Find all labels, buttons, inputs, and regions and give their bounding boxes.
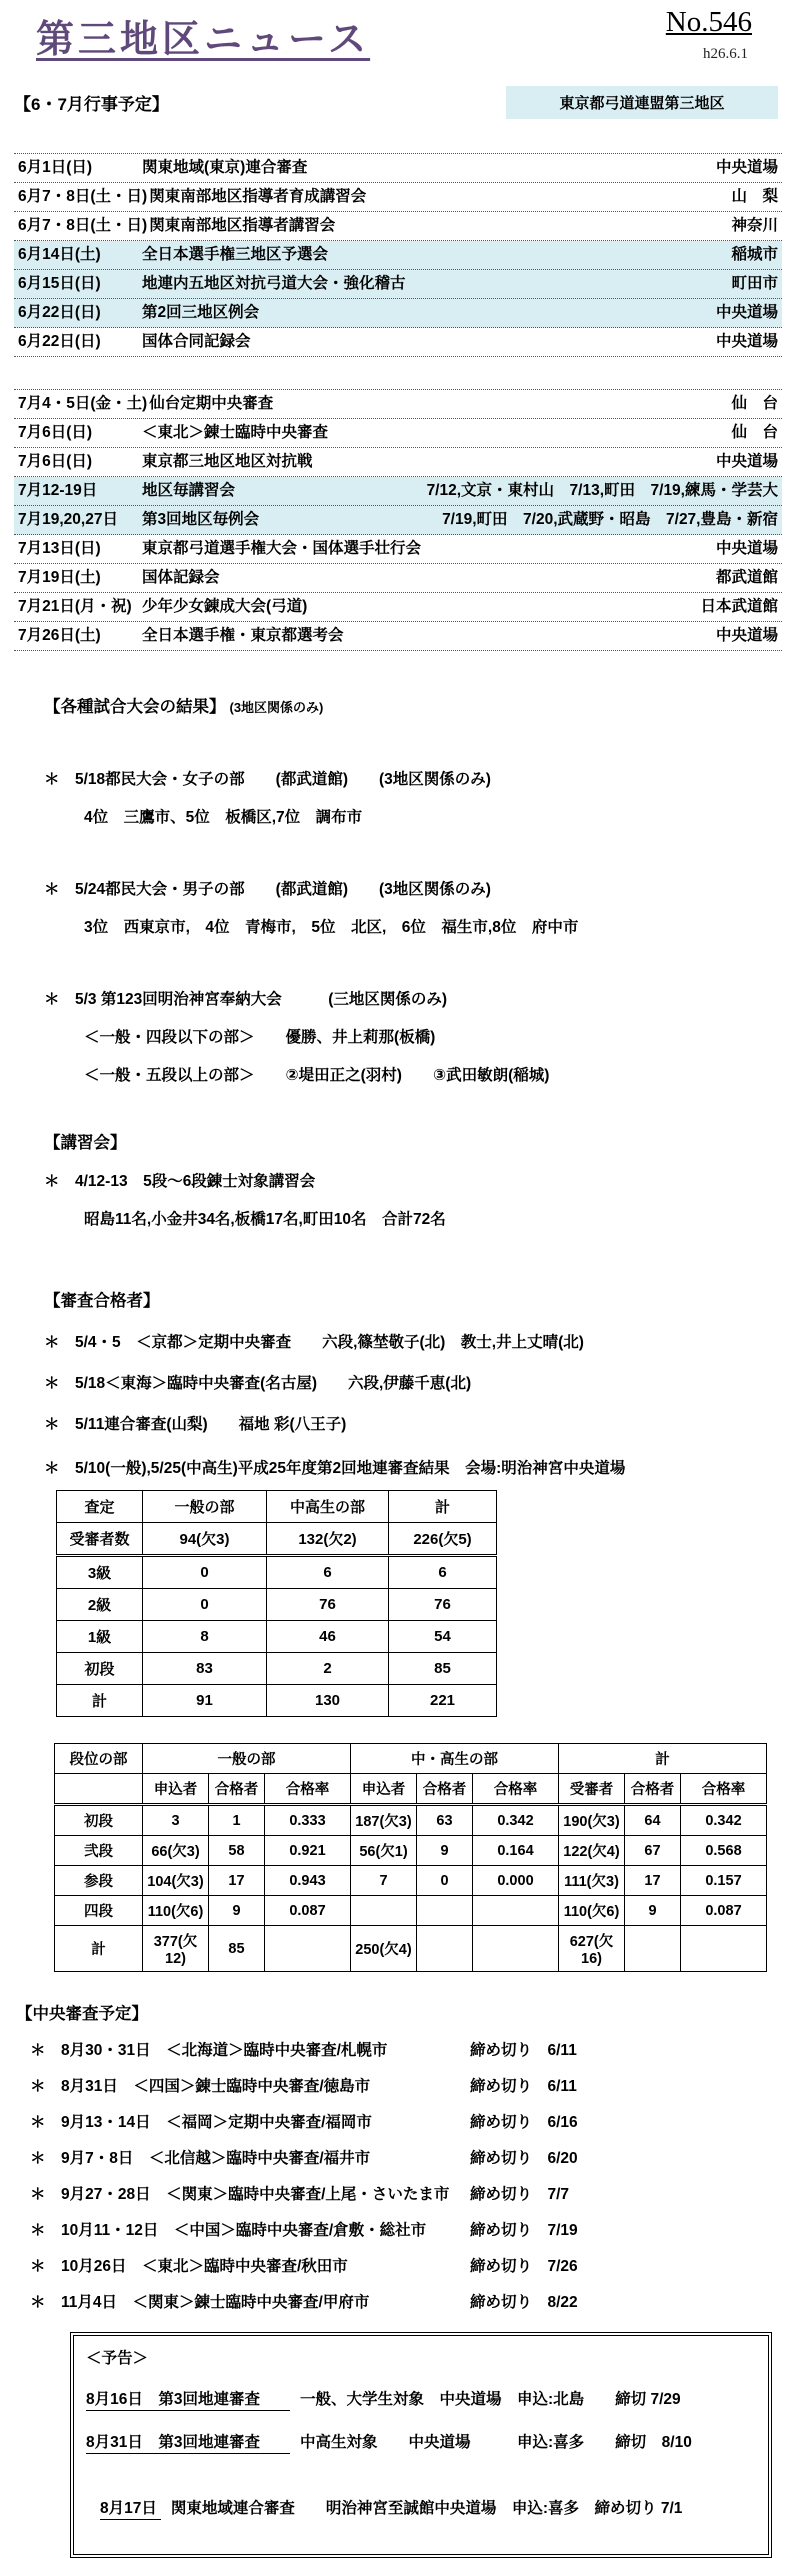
schedule-date: 6月22日(日) bbox=[18, 333, 101, 350]
schedule-row-highlighted bbox=[14, 506, 782, 535]
table-cell: 221 bbox=[389, 1685, 497, 1717]
notice-details: 関東地域連合審査 明治神宮至誠館中央道場 申込:喜多 締め切り 7/1 bbox=[170, 2500, 683, 2517]
table-cell: 110(欠6) bbox=[143, 1896, 209, 1926]
table-cell bbox=[265, 1926, 351, 1972]
june-schedule-list bbox=[14, 153, 782, 357]
table-cell: 0.333 bbox=[265, 1805, 351, 1836]
table-header-cell: 計 bbox=[559, 1744, 767, 1774]
july-schedule-list bbox=[14, 389, 782, 651]
schedule-date: 7月19日(土) bbox=[18, 569, 101, 586]
table-header-cell: 一般の部 bbox=[143, 1491, 267, 1523]
central-exam-event: ＊ 9月7・8日 ＜北信越＞臨時中央審査/福井市 bbox=[30, 2150, 371, 2167]
table-header-cell: 合格率 bbox=[265, 1774, 351, 1805]
central-exam-deadline: 締め切り 6/20 bbox=[470, 2150, 578, 2167]
table-cell: 83 bbox=[143, 1653, 267, 1685]
schedule-event: 仙台定期中央審査 bbox=[149, 395, 274, 412]
schedule-event: 全日本選手権三地区予選会 bbox=[142, 246, 329, 263]
organization-name-band: 東京都弓道連盟第三地区 bbox=[506, 86, 778, 119]
table-cell: 初段 bbox=[57, 1653, 143, 1685]
table-cell: 627(欠16) bbox=[559, 1926, 625, 1972]
schedule-location: 仙 台 bbox=[731, 395, 778, 412]
schedule-date: 7月21日(月・祝) bbox=[18, 598, 132, 615]
page-title: 第三地区ニュース bbox=[36, 19, 371, 61]
seminar-detail: 昭島11名,小金井34名,板橋17名,町田10名 合計72名 bbox=[84, 1211, 446, 1228]
schedule-location: 都武道館 bbox=[715, 569, 778, 586]
passer-item: ＊ 5/11連合審査(山梨) 福地 彩(八王子) bbox=[44, 1416, 347, 1433]
grade-result-table bbox=[56, 1490, 497, 1717]
dan-result-table bbox=[54, 1743, 767, 1972]
table-header-cell: 合格者 bbox=[417, 1774, 473, 1805]
schedule-row bbox=[14, 564, 782, 593]
table-cell: 9 bbox=[209, 1896, 265, 1926]
schedule-event: 関東南部地区指導者講習会 bbox=[149, 217, 336, 234]
table-cell: 56(欠1) bbox=[351, 1836, 417, 1866]
table-cell: 111(欠3) bbox=[559, 1866, 625, 1896]
schedule-event: 東京都弓道選手権大会・国体選手壮行会 bbox=[142, 540, 422, 557]
table-cell: 参段 bbox=[55, 1866, 143, 1896]
schedule-location: 中央道場 bbox=[715, 304, 778, 321]
schedule-location: 中央道場 bbox=[715, 159, 778, 176]
central-exam-deadline: 締め切り 7/7 bbox=[470, 2186, 570, 2203]
central-exam-deadline: 締め切り 7/19 bbox=[470, 2222, 578, 2239]
table-cell: 0.164 bbox=[473, 1836, 559, 1866]
table-cell: 17 bbox=[209, 1866, 265, 1896]
central-exam-row bbox=[30, 2110, 782, 2132]
schedule-event: 第3回地区毎例会 bbox=[142, 511, 260, 528]
table-cell bbox=[351, 1896, 417, 1926]
schedule-row bbox=[14, 183, 782, 212]
schedule-location: 中央道場 bbox=[715, 333, 778, 350]
schedule-row bbox=[14, 153, 782, 183]
table-cell: 58 bbox=[209, 1836, 265, 1866]
schedule-location: 中央道場 bbox=[715, 627, 778, 644]
central-exam-event: ＊ 8月31日 ＜四国＞錬士臨時中央審査/徳島市 bbox=[30, 2078, 371, 2095]
schedule-event: 関東南部地区指導者育成講習会 bbox=[149, 188, 367, 205]
table-cell: 0 bbox=[417, 1866, 473, 1896]
table-cell: 94(欠3) bbox=[143, 1523, 267, 1556]
table-cell: 計 bbox=[55, 1926, 143, 1972]
schedule-event: 第2回三地区例会 bbox=[142, 304, 260, 321]
table-cell: 2級 bbox=[57, 1589, 143, 1621]
table-cell: 受審者数 bbox=[57, 1523, 143, 1556]
exam-passers-heading: 【審査合格者】 bbox=[44, 1292, 160, 1310]
table-cell: 8 bbox=[143, 1621, 267, 1653]
table-header-cell: 計 bbox=[389, 1491, 497, 1523]
issue-number: No.546 bbox=[665, 6, 752, 38]
table-header-cell: 合格率 bbox=[473, 1774, 559, 1805]
table-header-cell: 申込者 bbox=[351, 1774, 417, 1805]
table-header-cell: 段位の部 bbox=[55, 1744, 143, 1774]
table-cell: 110(欠6) bbox=[559, 1896, 625, 1926]
table-cell: 9 bbox=[417, 1836, 473, 1866]
schedule-event: 地連内五地区対抗弓道大会・強化稽古 bbox=[142, 275, 406, 292]
schedule-row bbox=[14, 593, 782, 622]
table-row bbox=[57, 1523, 497, 1556]
table-row bbox=[57, 1621, 497, 1653]
result-item-line: ＜一般・四段以下の部＞ 優勝、井上莉那(板橋) bbox=[84, 1029, 436, 1046]
table-header-cell bbox=[55, 1774, 143, 1805]
table-header-row bbox=[57, 1491, 497, 1523]
schedule-section-heading: 【6・7月行事予定】 bbox=[14, 95, 169, 114]
table-row bbox=[57, 1589, 497, 1621]
schedule-row bbox=[14, 328, 782, 357]
central-exam-event: ＊ 8月30・31日 ＜北海道＞臨時中央審査/札幌市 bbox=[30, 2042, 388, 2059]
table-cell: 1級 bbox=[57, 1621, 143, 1653]
central-exam-section bbox=[16, 2000, 782, 2312]
table-header-cell: 合格率 bbox=[681, 1774, 767, 1805]
table-cell: 四段 bbox=[55, 1896, 143, 1926]
central-exam-row bbox=[30, 2074, 782, 2096]
table-row bbox=[57, 1685, 497, 1717]
schedule-date: 7月6日(日) bbox=[18, 424, 93, 441]
schedule-date: 7月6日(日) bbox=[18, 453, 93, 470]
schedule-location: 日本武道館 bbox=[700, 598, 778, 615]
central-exam-event: ＊ 9月27・28日 ＜関東＞臨時中央審査/上尾・さいたま市 bbox=[30, 2186, 450, 2203]
table-cell: 0.157 bbox=[681, 1866, 767, 1896]
table-header-cell: 中高生の部 bbox=[267, 1491, 389, 1523]
table-cell: 54 bbox=[389, 1621, 497, 1653]
table-cell: 46 bbox=[267, 1621, 389, 1653]
seminar-section bbox=[44, 1129, 782, 1229]
schedule-event: 少年少女錬成大会(弓道) bbox=[142, 598, 308, 615]
table-cell: 76 bbox=[267, 1589, 389, 1621]
central-exam-row bbox=[30, 2182, 782, 2204]
schedule-event: 全日本選手権・東京都選考会 bbox=[142, 627, 344, 644]
table-row bbox=[55, 1896, 767, 1926]
table-cell bbox=[417, 1926, 473, 1972]
table-group-header-row bbox=[55, 1744, 767, 1774]
central-exam-row bbox=[30, 2146, 782, 2168]
schedule-location: 中央道場 bbox=[715, 453, 778, 470]
schedule-row-highlighted bbox=[14, 477, 782, 506]
notice-date-title: 8月16日 第3回地連審査 bbox=[86, 2387, 290, 2411]
result-item-title: ＊ 5/3 第123回明治神宮奉納大会 (三地区関係のみ) bbox=[44, 991, 448, 1008]
table-cell: 190(欠3) bbox=[559, 1805, 625, 1836]
schedule-row bbox=[14, 212, 782, 241]
header bbox=[14, 6, 782, 84]
notice-heading: ＜予告＞ bbox=[86, 2350, 149, 2367]
schedule-row-highlighted bbox=[14, 299, 782, 328]
passer-item: ＊ 5/4・5 ＜京都＞定期中央審査 六段,篠埜敬子(北) 教士,井上丈晴(北) bbox=[44, 1334, 584, 1351]
central-exam-deadline: 締め切り 6/11 bbox=[470, 2078, 577, 2095]
table-cell: 初段 bbox=[55, 1805, 143, 1836]
table-cell bbox=[473, 1896, 559, 1926]
table-cell: 3 bbox=[143, 1805, 209, 1836]
schedule-location: 町田市 bbox=[731, 275, 778, 292]
schedule-row bbox=[14, 419, 782, 448]
schedule-date: 6月14日(土) bbox=[18, 246, 101, 263]
table-cell: 91 bbox=[143, 1685, 267, 1717]
table-cell: 2 bbox=[267, 1653, 389, 1685]
table-cell: 6 bbox=[389, 1556, 497, 1589]
table-cell bbox=[681, 1926, 767, 1972]
table-sub-header-row bbox=[55, 1774, 767, 1805]
table-cell: 85 bbox=[209, 1926, 265, 1972]
schedule-date: 7月13日(日) bbox=[18, 540, 101, 557]
central-exam-deadline: 締め切り 6/16 bbox=[470, 2114, 578, 2131]
table-cell: 85 bbox=[389, 1653, 497, 1685]
schedule-event: 国体合同記録会 bbox=[142, 333, 251, 350]
table-cell: 377(欠12) bbox=[143, 1926, 209, 1972]
schedule-row bbox=[14, 535, 782, 564]
schedule-date: 6月7・8日(土・日) bbox=[18, 188, 148, 205]
schedule-location: 仙 台 bbox=[731, 424, 778, 441]
table-cell bbox=[417, 1896, 473, 1926]
notice-details: 中高生対象 中央道場 申込:喜多 締切 8/10 bbox=[299, 2434, 692, 2451]
schedule-date: 7月19,20,27日 bbox=[18, 511, 118, 528]
central-exam-event: ＊ 10月26日 ＜東北＞臨時中央審査/秋田市 bbox=[30, 2258, 348, 2275]
table-cell: 187(欠3) bbox=[351, 1805, 417, 1836]
table-cell: 226(欠5) bbox=[389, 1523, 497, 1556]
central-exam-deadline: 締め切り 8/22 bbox=[470, 2294, 578, 2311]
table-header-cell: 受審者 bbox=[559, 1774, 625, 1805]
table-cell: 104(欠3) bbox=[143, 1866, 209, 1896]
central-exam-heading: 【中央審査予定】 bbox=[16, 2005, 148, 2023]
schedule-event: ＜東北＞錬士臨時中央審査 bbox=[142, 424, 329, 441]
notice-box bbox=[70, 2332, 772, 2558]
table-header-cell: 合格者 bbox=[625, 1774, 681, 1805]
table-cell: 6 bbox=[267, 1556, 389, 1589]
result-item-line: 3位 西東京市, 4位 青梅市, 5位 北区, 6位 福生市,8位 府中市 bbox=[84, 919, 579, 936]
schedule-event: 国体記録会 bbox=[142, 569, 220, 586]
table-cell: 0.087 bbox=[265, 1896, 351, 1926]
seminar-heading: 【講習会】 bbox=[44, 1134, 127, 1152]
table-header-cell: 一般の部 bbox=[143, 1744, 351, 1774]
schedule-date: 6月22日(日) bbox=[18, 304, 101, 321]
schedule-row bbox=[14, 389, 782, 419]
table-cell: 17 bbox=[625, 1866, 681, 1896]
table-cell: 弐段 bbox=[55, 1836, 143, 1866]
table-cell: 67 bbox=[625, 1836, 681, 1866]
schedule-row-highlighted bbox=[14, 270, 782, 299]
result-item-title: ＊ 5/24都民大会・男子の部 (都武道館) (3地区関係のみ) bbox=[44, 881, 491, 898]
notice-row bbox=[100, 2496, 754, 2520]
schedule-date: 7月12-19日 bbox=[18, 482, 98, 499]
table-cell: 63 bbox=[417, 1805, 473, 1836]
central-exam-deadline: 締め切り 7/26 bbox=[470, 2258, 578, 2275]
schedule-location: 中央道場 bbox=[715, 540, 778, 557]
table-row bbox=[57, 1653, 497, 1685]
table-cell: 66(欠3) bbox=[143, 1836, 209, 1866]
table-cell: 7 bbox=[351, 1866, 417, 1896]
schedule-date: 7月26日(土) bbox=[18, 627, 101, 644]
sub-header bbox=[14, 86, 782, 119]
table-cell: 0.000 bbox=[473, 1866, 559, 1896]
central-exam-event: ＊ 10月11・12日 ＜中国＞臨時中央審査/倉敷・総社市 bbox=[30, 2222, 427, 2239]
schedule-row bbox=[14, 448, 782, 477]
central-exam-event: ＊ 9月13・14日 ＜福岡＞定期中央審査/福岡市 bbox=[30, 2114, 372, 2131]
central-exam-deadline: 締め切り 6/11 bbox=[470, 2042, 577, 2059]
results-heading: 【各種試合大会の結果】 bbox=[44, 698, 226, 716]
result-item-line: ＜一般・五段以上の部＞ ②堤田正之(羽村) ③武田敏朗(稲城) bbox=[84, 1067, 550, 1084]
table-cell bbox=[625, 1926, 681, 1972]
schedule-row-highlighted bbox=[14, 241, 782, 270]
table-cell: 0 bbox=[143, 1556, 267, 1589]
table-header-cell: 査定 bbox=[57, 1491, 143, 1523]
exam-passers-section bbox=[44, 1287, 782, 1972]
table-cell: 計 bbox=[57, 1685, 143, 1717]
issue-block bbox=[666, 6, 752, 63]
schedule-event: 東京都三地区地区対抗戦 bbox=[142, 453, 313, 470]
schedule-location: 7/19,町田 7/20,武蔵野・昭島 7/27,豊島・新宿 bbox=[442, 511, 778, 528]
schedule-date: 6月7・8日(土・日) bbox=[18, 217, 148, 234]
notice-date-title: 8月17日 bbox=[100, 2496, 161, 2520]
results-heading-note: (3地区関係のみ) bbox=[229, 700, 324, 715]
table-cell: 0.568 bbox=[681, 1836, 767, 1866]
schedule-location: 7/12,文京・東村山 7/13,町田 7/19,練馬・学芸大 bbox=[426, 482, 778, 499]
table-cell: 76 bbox=[389, 1589, 497, 1621]
central-exam-row bbox=[30, 2038, 782, 2060]
seminar-title: ＊ 4/12-13 5段～6段錬士対象講習会 bbox=[44, 1173, 316, 1190]
schedule-row bbox=[14, 622, 782, 651]
table-cell: 132(欠2) bbox=[267, 1523, 389, 1556]
table-header-cell: 中・高生の部 bbox=[351, 1744, 559, 1774]
table-row bbox=[55, 1926, 767, 1972]
table-cell: 130 bbox=[267, 1685, 389, 1717]
table-row bbox=[55, 1805, 767, 1836]
table-header-cell: 申込者 bbox=[143, 1774, 209, 1805]
table-cell: 0.342 bbox=[473, 1805, 559, 1836]
table-cell: 64 bbox=[625, 1805, 681, 1836]
table-cell: 122(欠4) bbox=[559, 1836, 625, 1866]
central-exam-row bbox=[30, 2290, 782, 2312]
results-section bbox=[44, 693, 782, 1085]
schedule-date: 6月15日(日) bbox=[18, 275, 101, 292]
table-cell: 9 bbox=[625, 1896, 681, 1926]
table-cell: 3級 bbox=[57, 1556, 143, 1589]
table-row bbox=[57, 1556, 497, 1589]
table-row bbox=[55, 1866, 767, 1896]
schedule-event: 地区毎講習会 bbox=[142, 482, 236, 499]
result-item-title: ＊ 5/18都民大会・女子の部 (都武道館) (3地区関係のみ) bbox=[44, 771, 491, 788]
schedule-location: 神奈川 bbox=[731, 217, 778, 234]
passer-item: ＊ 5/18＜東海＞臨時中央審査(名古屋) 六段,伊藤千恵(北) bbox=[44, 1375, 472, 1392]
issue-date: h26.6.1 bbox=[703, 46, 748, 62]
table-cell: 0.921 bbox=[265, 1836, 351, 1866]
table-cell bbox=[473, 1926, 559, 1972]
notice-row bbox=[86, 2430, 754, 2454]
table-cell: 0.087 bbox=[681, 1896, 767, 1926]
table-header-cell: 合格者 bbox=[209, 1774, 265, 1805]
schedule-date: 7月4・5日(金・土) bbox=[18, 395, 148, 412]
table-row bbox=[55, 1836, 767, 1866]
result-item-line: 4位 三鷹市、5位 板橋区,7位 調布市 bbox=[84, 809, 363, 826]
central-exam-event: ＊ 11月4日 ＜関東＞錬士臨時中央審査/甲府市 bbox=[30, 2294, 370, 2311]
notice-details: 一般、大学生対象 中央道場 申込:北島 締切 7/29 bbox=[299, 2391, 681, 2408]
table-cell: 0 bbox=[143, 1589, 267, 1621]
schedule-location: 山 梨 bbox=[731, 188, 778, 205]
notice-date-title: 8月31日 第3回地連審査 bbox=[86, 2430, 290, 2454]
notice-row bbox=[86, 2387, 754, 2411]
schedule-event: 関東地域(東京)連合審査 bbox=[142, 159, 308, 176]
exam-result-note: ＊ 5/10(一般),5/25(中高生)平成25年度第2回地連審査結果 会場:明治神宮中央道場 bbox=[44, 1460, 626, 1477]
table-cell: 1 bbox=[209, 1805, 265, 1836]
table-cell: 0.342 bbox=[681, 1805, 767, 1836]
central-exam-row bbox=[30, 2218, 782, 2240]
table-cell: 250(欠4) bbox=[351, 1926, 417, 1972]
schedule-date: 6月1日(日) bbox=[18, 159, 93, 176]
schedule-location: 稲城市 bbox=[731, 246, 778, 263]
central-exam-row bbox=[30, 2254, 782, 2276]
table-cell: 0.943 bbox=[265, 1866, 351, 1896]
